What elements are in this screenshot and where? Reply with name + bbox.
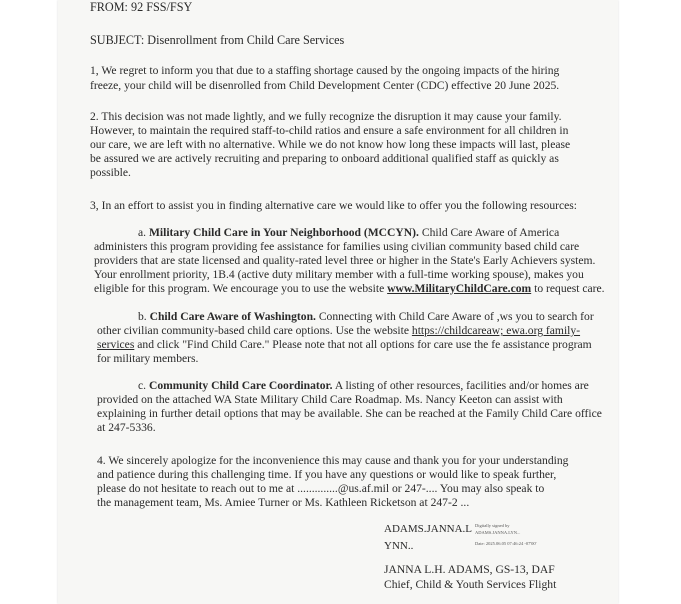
digital-signature-line-2: ADAMS.JANNA.LYN... (475, 530, 521, 535)
resource-b-line-1 (138, 310, 594, 324)
resource-a-prefix: a. (138, 226, 147, 239)
p2-line-4: be assured we are actively recruiting and preparing to onboard additional qualified staff as quickly as (90, 152, 559, 165)
signer-title: Chief, Child & Youth Services Flight (384, 578, 557, 591)
resource-b-prefix: b. (138, 310, 147, 323)
resource-a-last-pre: eligible for this program. We encourage you to use the website (94, 282, 385, 295)
p3-intro: 3, In an effort to assist you in finding alternative care we would like to offer you the following resources: (90, 199, 578, 212)
resource-a-rest: Child Care Aware of America (421, 226, 560, 239)
resource-b-line-3 (97, 338, 592, 352)
from-line: FROM: 92 FSS/FSY (90, 0, 193, 14)
signature-name-line-1: ADAMS.JANNA.L (384, 523, 473, 535)
childcareaware-link-part-2[interactable]: services (97, 338, 135, 351)
signer-typed-name: JANNA L.H. ADAMS, GS-13, DAF (384, 563, 555, 576)
resource-a-line-4: Your enrollment priority, 1B.4 (active duty military member with a full-time working spouse), makes you (94, 268, 584, 281)
p2-line-1: 2. This decision was not made lightly, and we fully recognize the disruption it may cause your family. (90, 110, 562, 123)
resource-a-line-3: providers that are state licensed and quality-rated level three or higher in the State's Early Achievers system. (94, 254, 596, 267)
resource-b-line-2 (97, 324, 580, 338)
resource-c-line-2: provided on the attached WA State Military Child Care Roadmap. Ms. Nancy Keeton can assist with (97, 393, 563, 406)
signature-name-line-2: YNN.. (384, 540, 414, 552)
resource-c-prefix: c. (138, 379, 147, 392)
p4-line-1: 4. We sincerely apologize for the inconvenience this may cause and thank you for your understanding (97, 454, 569, 467)
resource-b-rest: Connecting with Child Care Aware of ,ws you to search for (318, 310, 594, 323)
resource-c-line-3: explaining in further detail options that may be available. She can be reached at the Family Child Care office (97, 407, 602, 420)
military-childcare-link[interactable]: www.MilitaryChildCare.com (387, 282, 532, 295)
p2-line-2: However, to maintain the required staff-to-child ratios and ensure a safe environment for all children in (90, 124, 569, 137)
resource-a-last-post: to request care. (534, 282, 605, 295)
resource-a-line-1 (138, 226, 559, 240)
resource-c-rest: A listing of other resources, facilities and/or homes are (334, 379, 589, 392)
p4-line-4: the management team, Ms. Amiee Turner or Ms. Kathleen Ricketson at 247-2 ... (97, 496, 470, 509)
resource-c-line-4: at 247-5336. (97, 421, 156, 434)
resource-a-title: Military Child Care in Your Neighborhood (MCCYN). (148, 226, 419, 239)
subject-line: SUBJECT: Disenrollment from Child Care Services (90, 33, 345, 47)
resource-c-line-1 (138, 379, 589, 393)
p4-line-3: please do not hesitate to reach out to me at ..............@us.af.mil or 247-.... You may also speak to (97, 482, 545, 495)
p2-line-5: possible. (90, 166, 131, 179)
resource-b-line3-post: and click "Find Child Care." Please note that not all options for care use the fe assistance program (137, 338, 592, 351)
digital-signature-line-3: Date: 2025.06.05 07:46:24 -07'00' (475, 541, 537, 546)
resource-a-line-5 (94, 282, 605, 296)
p1-line-2: freeze, your child will be disenrolled from Child Development Center (CDC) effective 20 June 2025. (90, 79, 560, 92)
childcareaware-link-part-1[interactable]: https://childcareaw; ewa.org family- (411, 324, 581, 337)
p4-line-2: and patience during this challenging time. If you have any questions or would like to speak further, (97, 468, 557, 481)
resource-c-title: Community Child Care Coordinator. (148, 379, 333, 392)
p1-line-1: 1, We regret to inform you that due to a staffing shortage caused by the ongoing impacts of the hiring (90, 64, 560, 77)
digital-signature-line-1: Digitally signed by (475, 523, 510, 528)
resource-a-line-2: administers this program providing fee assistance for families using civilian community based child care (94, 240, 580, 253)
resource-b-line2-pre: other civilian community-based child care options. Use the website (97, 324, 409, 337)
resource-b-title: Child Care Aware of Washington. (149, 310, 316, 323)
resource-b-line-4: for military members. (97, 352, 199, 365)
p2-line-3: our care, we are left with no alternative. While we do not know how long these impacts will last, please (90, 138, 571, 151)
